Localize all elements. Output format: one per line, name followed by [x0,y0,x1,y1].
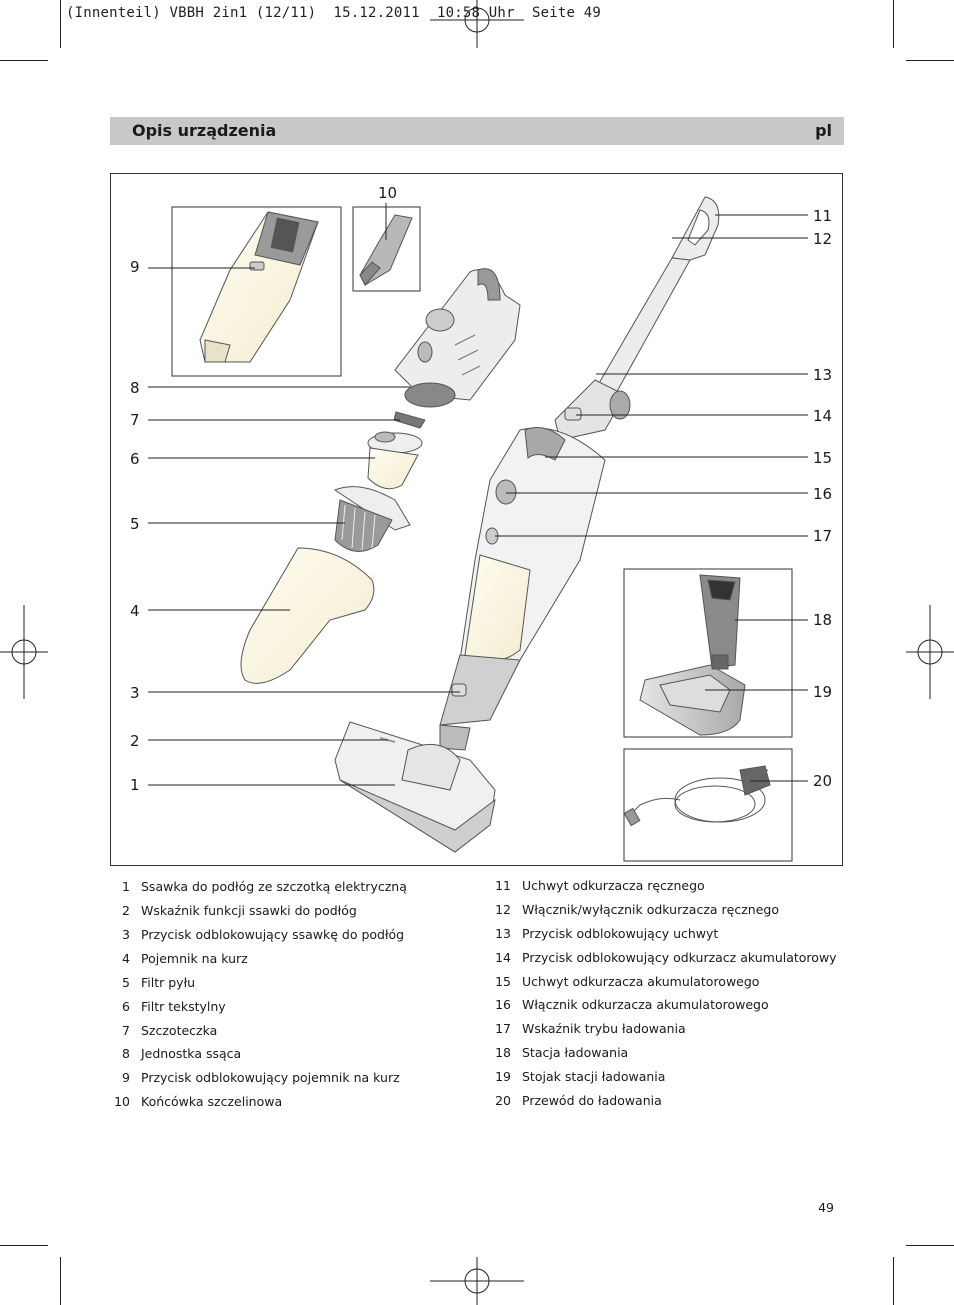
callout-1: 1 [130,776,140,794]
callout-10: 10 [378,184,398,202]
callout-2: 2 [130,732,140,750]
page-number: 49 [818,1200,834,1215]
textile-filter-drawing [368,432,422,489]
callout-15: 15 [813,449,833,467]
callout-19: 19 [813,683,833,701]
callout-16: 16 [813,485,833,503]
callout-20: 20 [813,772,833,790]
callout-4: 4 [130,602,140,620]
callout-14: 14 [813,407,833,425]
callout-7: 7 [130,411,140,429]
section-title: Opis urządzenia [132,121,277,140]
callout-5: 5 [130,515,140,533]
callout-6: 6 [130,450,140,468]
dust-container-drawing [241,548,374,683]
printer-slug: (Innenteil) VBBH 2in1 (12/11) 15.12.2011 10:58 Uhr Seite 49 [66,5,601,21]
inset-cable-box [624,749,792,861]
callout-3: 3 [130,684,140,702]
dust-filter-drawing [335,487,410,552]
callout-8: 8 [130,379,140,397]
floor-nozzle-drawing [335,722,495,852]
callout-9: 9 [130,258,140,276]
callout-17: 17 [813,527,833,545]
callout-13: 13 [813,366,833,384]
callout-11: 11 [813,207,833,225]
language-code: pl [815,121,832,140]
callout-12: 12 [813,230,833,248]
callout-18: 18 [813,611,833,629]
